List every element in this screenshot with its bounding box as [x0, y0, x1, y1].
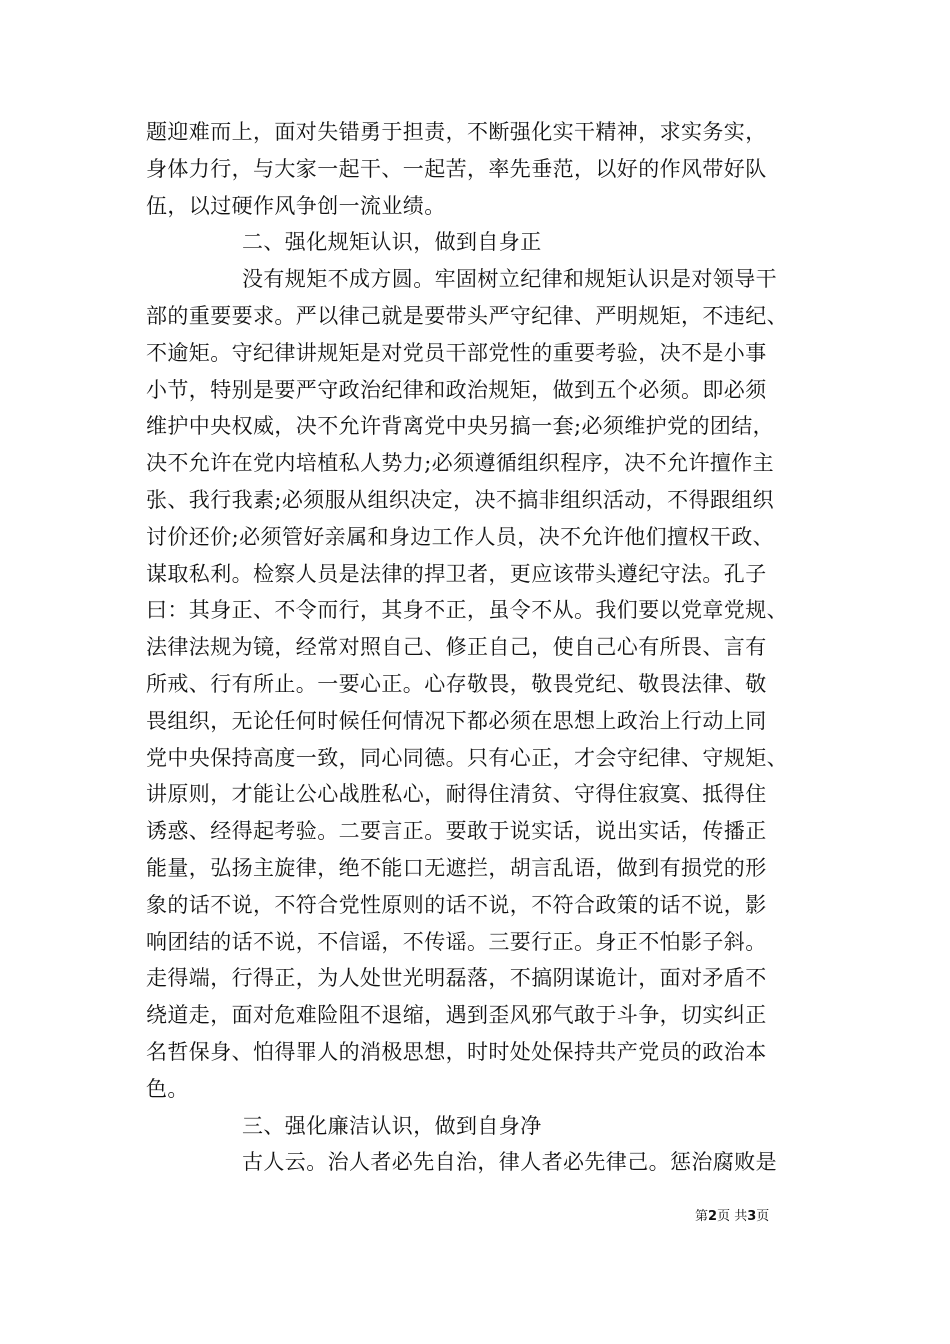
paragraph-line: 没有规矩不成方圆。牢固树立纪律和规矩认识是对领导干 — [242, 267, 777, 291]
paragraph-line: 所戒、行有所止。一要心正。心存敬畏，敬畏党纪、敬畏法律、敬 — [146, 672, 767, 696]
paragraph-line: 身体力行，与大家一起干、一起苦，率先垂范，以好的作风带好队 — [146, 157, 767, 181]
paragraph-line: 畏组织，无论任何时候任何情况下都必须在思想上政治上行动上同 — [146, 709, 767, 733]
paragraph-line: 部的重要要求。严以律己就是要带头严守纪律、严明规矩，不违纪、 — [146, 304, 788, 328]
section-heading-3: 三、强化廉洁认识，做到自身净 — [242, 1114, 542, 1138]
paragraph-line: 维护中央权威，决不允许背离党中央另搞一套;必须维护党的团结， — [146, 414, 775, 438]
paragraph-line: 走得端，行得正，为人处世光明磊落，不搞阴谋诡计，面对矛盾不 — [146, 966, 767, 990]
paragraph-line: 讲原则，才能让公心战胜私心，耐得住清贫、守得住寂寞、抵得住 — [146, 782, 767, 806]
paragraph-line: 讨价还价;必须管好亲属和身边工作人员，决不允许他们擅权干政、 — [146, 525, 775, 549]
paragraph-line: 名哲保身、怕得罪人的消极思想，时时处处保持共产党员的政治本 — [146, 1040, 767, 1064]
page-footer — [695, 1209, 769, 1225]
paragraph-line: 响团结的话不说，不信谣，不传谣。三要行正。身正不怕影子斜。 — [146, 930, 767, 954]
paragraph-line: 小节，特别是要严守政治纪律和政治规矩，做到五个必须。即必须 — [146, 378, 767, 402]
paragraph-line: 曰：其身正、不令而行，其身不正，虽令不从。我们要以党章党规、 — [146, 598, 788, 622]
footer-suffix: 页 — [756, 1209, 770, 1224]
paragraph-line: 象的话不说，不符合党性原则的话不说，不符合政策的话不说，影 — [146, 893, 767, 917]
footer-page-number: 2 — [708, 1209, 718, 1224]
paragraph-line: 不逾矩。守纪律讲规矩是对党员干部党性的重要考验，决不是小事 — [146, 341, 767, 365]
paragraph-line: 能量，弘扬主旋律，绝不能口无遮拦，胡言乱语，做到有损党的形 — [146, 856, 767, 880]
paragraph-line: 党中央保持高度一致，同心同德。只有心正，才会守纪律、守规矩、 — [146, 746, 788, 770]
paragraph-line: 诱惑、经得起考验。二要言正。要敢于说实话，说出实话，传播正 — [146, 819, 767, 843]
paragraph-line: 绕道走，面对危难险阻不退缩，遇到歪风邪气敢于斗争，切实纠正 — [146, 1003, 767, 1027]
paragraph-line: 决不允许在党内培植私人势力;必须遵循组织程序，决不允许擅作主 — [146, 451, 775, 475]
paragraph-line: 张、我行我素;必须服从组织决定，决不搞非组织活动，不得跟组织 — [146, 488, 775, 512]
paragraph-line: 伍，以过硬作风争创一流业绩。 — [146, 194, 446, 218]
section-heading-2: 二、强化规矩认识，做到自身正 — [242, 230, 542, 254]
paragraph-line: 色。 — [146, 1077, 189, 1101]
paragraph-line: 题迎难而上，面对失错勇于担责，不断强化实干精神，求实务实， — [146, 120, 767, 144]
footer-total-pages: 3 — [747, 1209, 757, 1224]
paragraph-line: 古人云。治人者必先自治，律人者必先律己。惩治腐败是 — [242, 1150, 777, 1174]
paragraph-line: 法律法规为镜，经常对照自己、修正自己，使自己心有所畏、言有 — [146, 635, 767, 659]
paragraph-line: 谋取私利。检察人员是法律的捍卫者，更应该带头遵纪守法。孔子 — [146, 562, 767, 586]
footer-middle: 页 共 — [717, 1209, 748, 1224]
footer-prefix: 第 — [695, 1209, 709, 1224]
